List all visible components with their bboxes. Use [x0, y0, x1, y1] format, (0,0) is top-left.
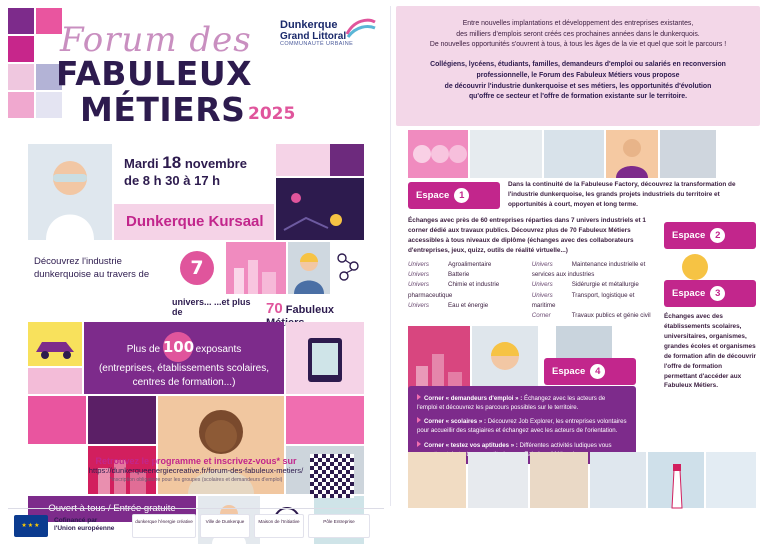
univers-name: Agroalimentaire [448, 261, 492, 268]
photo-plant [470, 130, 542, 178]
univers-name: Batterie [448, 271, 470, 279]
univers-list [408, 260, 658, 321]
photo-bottom-1 [408, 452, 466, 508]
corner-text: Différentes activités ludiques vous [519, 441, 612, 449]
triangle-bullet-icon [417, 394, 421, 400]
triangle-bullet-icon [417, 441, 421, 447]
univers-kind: Univers [531, 291, 553, 299]
univers-name: Travaux publics et génie civil [571, 312, 651, 320]
decor-pink-block [28, 368, 82, 394]
venue-name: Dunkerque Kursaal [126, 213, 264, 230]
date-day-label: Mardi [124, 156, 159, 171]
poster-right-column [396, 6, 760, 506]
espace-1-text: Dans la continuité de la Fabuleuse Factory, découvrez la transformation de l'industrie dunkerquoise, les grands projets industriels du territoire et opportunités à court, moyen et long terme. [508, 181, 736, 208]
exposants-block [84, 322, 284, 394]
decor-pink-square [276, 144, 330, 176]
photo-tablet [286, 322, 364, 394]
espace-1-label: Espace [416, 190, 450, 202]
metiers-label: Fabuleux [285, 304, 335, 316]
univers-word: univers... [172, 297, 212, 307]
photo-bottom-2 [468, 452, 528, 508]
and-more-block [170, 294, 260, 317]
cofinance-text: Cofinancé par l'Union européenne [54, 517, 115, 533]
swatch-pink [36, 8, 62, 34]
intro-p1-l2: des milliers d'emplois seront créés ces prochaines années dans le dunkerquois. [456, 30, 700, 38]
univers-kind: Univers [531, 281, 553, 289]
photo-crane [544, 130, 604, 178]
univers-kind: Univers [408, 261, 429, 268]
univers-item [532, 260, 658, 280]
univers-item [408, 301, 530, 311]
swatch-pale [36, 92, 62, 118]
poster-left-column [8, 6, 384, 514]
partner-logo-2: Ville de Dunkerque [200, 514, 250, 538]
logo-line2: Grand Littoral [280, 30, 347, 42]
photo-strip-bottom [396, 452, 760, 508]
intro-p2-l2: professionnelle, le Forum des Fabuleux Métiers vous propose [476, 71, 680, 79]
decor-deeppurple-block [88, 396, 156, 444]
metiers-count-block [264, 294, 364, 320]
venue-block [114, 204, 274, 240]
swatch-rose [8, 92, 34, 118]
cta-note: *inscription obligatoire pour les groupes (scolaires et demandeurs d'emploi) [109, 477, 283, 483]
espace-1-badge [408, 182, 500, 209]
univers-count-block [170, 242, 224, 294]
decor-purple-square [330, 144, 364, 176]
corner-title: Corner « demandeurs d'emploi » : [424, 395, 523, 402]
corner-title: Corner « testez vos aptitudes » : [424, 441, 518, 449]
date-month: novembre [184, 156, 247, 171]
univers-item [408, 280, 530, 300]
discover-text: Découvrez l'industrie dunkerquoise au travers de [34, 256, 150, 280]
poster-title-script: Forum des [60, 20, 252, 60]
photo-tanks [408, 130, 468, 178]
espace-2-badge [664, 222, 756, 249]
free-entry-text: Ouvert à tous / Entrée gratuite [48, 503, 176, 514]
qr-code[interactable] [310, 454, 354, 498]
exposants-prefix: Plus de [126, 344, 161, 355]
photo-lighthouse [648, 452, 704, 508]
espace-2-number: 2 [710, 228, 725, 243]
univers-name: Chimie et industrie pharmaceutique [408, 281, 500, 299]
poster-title-line1: FABULEUX [56, 54, 253, 93]
partner-logo-4: Pôle Entreprise [308, 514, 370, 538]
intro-p2-l3: de découvrir l'industrie dunkerquoise et ses métiers, les opportunités d'évolution [444, 82, 712, 90]
exposants-word: exposants [195, 344, 242, 355]
sun-icon [682, 254, 708, 280]
swoosh-icon [346, 16, 376, 38]
espace-2-text: Échanges avec près de 60 entreprises réparties dans 7 univers industriels et 1 corner dédié aux travaux publics. Découvrez plus de 70 Fabuleux Métiers accessibles à tous niveaux de diplôme (échanges avec des collaborateurs d'entreprises, jeux, quizz, outils de réalité virtuelle...) [408, 217, 646, 254]
univers-column-2 [532, 260, 658, 321]
univers-kind: Univers [408, 301, 429, 309]
photo-worker [288, 242, 330, 294]
espace-3-badge [664, 280, 756, 307]
univers-kind: Univers [408, 281, 429, 289]
date-day-number: 18 [162, 153, 182, 172]
univers-kind: Univers [408, 271, 429, 279]
cta-line1: Retrouvez le programme et inscrivez-vous* sur [95, 456, 297, 466]
partner-logo-1: dunkerque l'énergie créative [132, 514, 196, 538]
espace-3-text: Échanges avec des établissements scolaires, universitaires, organismes, grandes écoles et organismes de formation afin de découvrir l'offre de formation permettant d'accéder aux Fabuleux Métiers. [664, 313, 756, 390]
univers-name: Maintenance industrielle et services aux industries [531, 261, 646, 279]
photo-student [606, 130, 658, 178]
corner-text: Découvrez Job Explorer, les entreprises volontaires pour accueillir des stagiaires et échangez avec les acteurs de l'orientation. [417, 418, 627, 435]
univers-item [408, 260, 530, 270]
photo-bottom-6 [706, 452, 756, 508]
univers-item [532, 311, 658, 321]
photo-bottom-4 [590, 452, 646, 508]
decor-dark-panel [276, 178, 364, 240]
corner-title: Corner « scolaires » : [424, 418, 486, 426]
exposants-count: 100 [163, 332, 193, 362]
univers-count: 7 [180, 251, 214, 285]
photo-industry [226, 242, 286, 294]
espace-4-number: 4 [590, 364, 605, 379]
intro-p2-l4: qu'offre ce secteur et l'offre de formation existante sur le territoire. [468, 93, 688, 101]
logo-line1: Dunkerque [280, 19, 338, 31]
espace-3-label: Espace [672, 288, 706, 300]
univers-item [532, 291, 658, 311]
swatch-lightpink [8, 64, 34, 90]
photo-bottom-3 [530, 452, 588, 508]
swatch-magenta [8, 36, 34, 62]
univers-item [532, 280, 658, 290]
univers-name: Transport, logistique et maritime [531, 291, 635, 309]
univers-column-1 [408, 260, 530, 311]
decor-magenta-block [28, 396, 86, 444]
espace-4-badge [544, 358, 636, 385]
intro-p1-l3: De nouvelles opportunités s'ouvrent à tous, à tous les âges de la vie et quel que soit le parcours ! [429, 41, 727, 49]
corner-text: Échangez avec les acteurs de l'emploi et découvrez les parcours possibles sur le territoire. [417, 395, 606, 412]
espaces-section [396, 130, 760, 452]
photo-scientist [28, 144, 112, 240]
swatch-purple [8, 8, 34, 34]
intro-p1-l1: Entre nouvelles implantations et développement des entreprises existantes, [462, 20, 694, 27]
espace-4-label: Espace [552, 366, 586, 378]
univers-kind: Univers [531, 261, 553, 268]
poster-footer [8, 508, 384, 543]
intro-p2-l1: Collégiens, lycéens, étudiants, familles, demandeurs d'emploi ou salariés en reconversion [430, 61, 726, 69]
espace-3-number: 3 [710, 286, 725, 301]
discover-block [28, 242, 168, 312]
page-divider [390, 6, 391, 506]
espace-1-number: 1 [454, 188, 469, 203]
univers-item [408, 270, 530, 280]
poster-year: 2025 [248, 104, 296, 124]
decor-pink-right [286, 396, 364, 444]
photo-vehicle [28, 322, 82, 366]
exposants-detail: (entreprises, établissements scolaires, centres de formation...) [98, 363, 270, 388]
metiers-count: 70 [266, 300, 283, 317]
intro-panel [396, 6, 760, 126]
cta-url[interactable]: https://dunkerqueenergiecreative.fr/forum-des-fabuleux-metiers/ [88, 466, 304, 475]
triangle-bullet-icon [417, 417, 421, 423]
photo-strip-top [408, 130, 716, 178]
eu-flag-icon: ★★★ [14, 515, 48, 537]
corner-item [417, 394, 627, 412]
poster-title-line2: MÉTIERS [80, 90, 246, 129]
univers-kind: Corner [531, 312, 551, 320]
photo-turbine [660, 130, 716, 178]
corner-item [417, 417, 627, 435]
event-date-block [114, 144, 274, 202]
espace-2-label: Espace [672, 230, 706, 242]
poster-header [8, 6, 384, 129]
partner-logo-3: Maison de l'Initiative [254, 514, 304, 538]
photo-chemistry [332, 242, 364, 294]
univers-name: Eau et énergie [448, 301, 489, 309]
logo-line3: COMMUNAUTÉ URBAINE [280, 41, 354, 48]
date-hours: de 8 h 30 à 17 h [124, 173, 221, 189]
univers-name: Sidérurgie et métallurgie [571, 281, 639, 289]
and-more-text: ...et plus de [172, 297, 251, 317]
